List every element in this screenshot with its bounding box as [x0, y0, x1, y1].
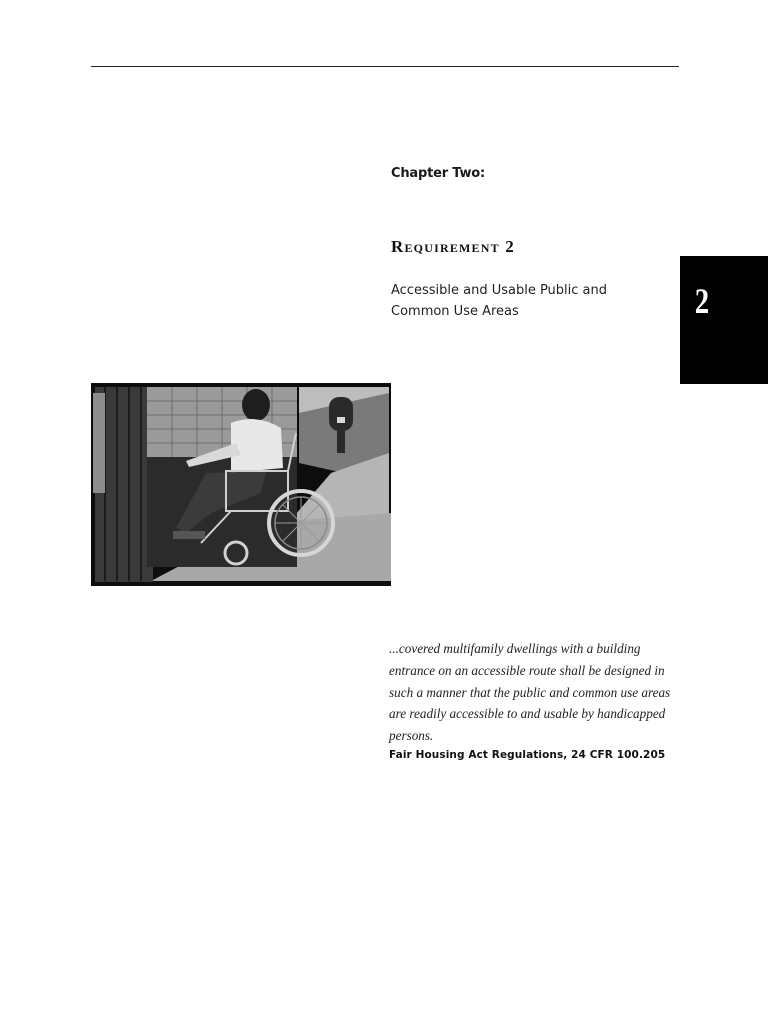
chapter-label: Chapter Two: [391, 166, 486, 181]
requirement-subtitle: Accessible and Usable Public and Common Use Areas [391, 283, 608, 319]
regulation-quote: ...covered multifamily dwellings with a building entrance on an accessible route shall be designed in such a manner that the public and common use areas are readily accessible to and usable by handicapped persons. [389, 641, 671, 744]
chapter-tab-number: 2 [694, 281, 710, 321]
regulation-citation: Fair Housing Act Regulations, 24 CFR 100.205 [389, 749, 666, 761]
chapter-tab [680, 256, 768, 384]
wheelchair-mailbox-photo [91, 383, 391, 586]
requirement-title: Requirement 2 [391, 237, 515, 256]
top-rule [91, 66, 679, 67]
